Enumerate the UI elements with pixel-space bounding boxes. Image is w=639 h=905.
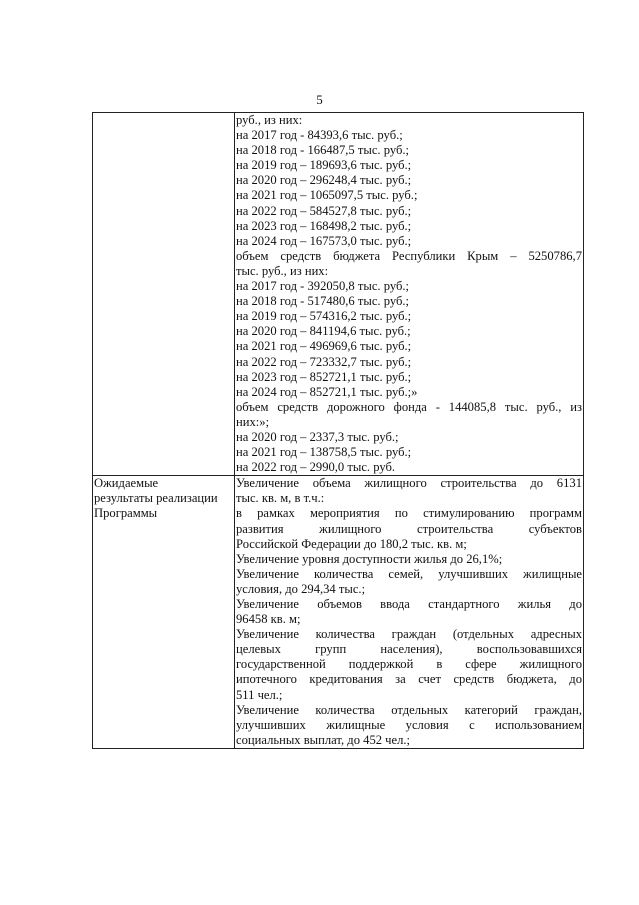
funding-line: на 2020 год – 296248,4 тыс. руб.; (236, 173, 412, 188)
funding-line: на 2024 год – 852721,1 тыс. руб.;» (236, 384, 418, 399)
funding-line: на 2022 год – 723332,7 тыс. руб.; (236, 354, 412, 369)
funding-text (236, 113, 582, 475)
funding-line: на 2020 год – 2337,3 тыс. руб.; (236, 429, 399, 444)
funding-line: на 2019 год – 189693,6 тыс. руб.; (236, 158, 412, 173)
results-content-cell (235, 476, 584, 749)
funding-content-cell (235, 113, 584, 476)
results-line: тыс. кв. м, в т.ч.: (236, 491, 325, 506)
funding-line: на 2017 год - 84393,6 тыс. руб.; (236, 128, 403, 143)
results-line: улучшивших жилищные условия с использованием (236, 717, 582, 732)
funding-line: на 2020 год – 841194,6 тыс. руб.; (236, 324, 411, 339)
funding-line: на 2018 год - 166487,5 тыс. руб.; (236, 143, 410, 158)
funding-line: на 2019 год – 574316,2 тыс. руб.; (236, 309, 412, 324)
funding-line: на 2023 год – 852721,1 тыс. руб.; (236, 369, 412, 384)
results-label (94, 476, 233, 521)
funding-line: тыс. руб., из них: (236, 263, 329, 278)
results-row (93, 476, 584, 749)
results-line: 511 чел.; (236, 687, 283, 702)
results-text (236, 476, 582, 748)
results-line: Увеличение объемов ввода стандартного жилья до (236, 597, 582, 611)
results-line: ипотечного кредитования за счет средств бюджета, до (236, 672, 582, 687)
results-line: государственной поддержкой в сфере жилищного (236, 657, 582, 672)
funding-line: на 2022 год – 584527,8 тыс. руб.; (236, 203, 412, 218)
funding-line: на 2017 год - 392050,8 тыс. руб.; (236, 279, 410, 294)
funding-line: объем средств дорожного фонда - 144085,8 тыс. руб., из (236, 399, 582, 414)
results-line: социальных выплат, до 452 чел.; (236, 732, 411, 747)
results-label-cell (93, 476, 235, 749)
funding-line: объем средств бюджета Республики Крым – 5250786,7 (236, 248, 582, 263)
results-line: Увеличение количества отдельных категорий граждан, (236, 702, 582, 717)
results-label-line: результаты реализации (94, 491, 218, 506)
funding-line: на 2021 год – 138758,5 тыс. руб.; (236, 445, 412, 460)
results-line: целевых групп населения), воспользовавшихся (236, 642, 582, 657)
results-line: Увеличение уровня доступности жилья до 26,1%; (236, 551, 503, 566)
results-line: Российской Федерации до 180,2 тыс. кв. м; (236, 536, 467, 551)
funding-line: на 2023 год – 168498,2 тыс. руб.; (236, 218, 412, 233)
funding-line: на 2024 год – 167573,0 тыс. руб.; (236, 233, 412, 248)
results-line: Увеличение количества семей, улучшивших жилищные (236, 566, 582, 581)
results-line: Увеличение объема жилищного строительства до 6131 (236, 476, 582, 491)
program-passport-table (92, 112, 584, 749)
results-line: развития жилищного строительства субъектов (236, 521, 582, 536)
results-line: в рамках мероприятия по стимулированию программ (236, 506, 582, 521)
funding-row (93, 113, 584, 476)
funding-line: на 2022 год – 2990,0 тыс. руб. (236, 460, 396, 475)
funding-line: на 2018 год - 517480,6 тыс. руб.; (236, 294, 410, 309)
results-line: Увеличение количества граждан (отдельных адресных (236, 627, 582, 642)
funding-line: руб., из них: (236, 113, 303, 127)
results-line: 96458 кв. м; (236, 612, 301, 627)
results-label-line: Ожидаемые (94, 476, 159, 491)
funding-label-cell (93, 113, 235, 476)
funding-line: них:»; (236, 414, 270, 429)
funding-line: на 2021 год – 496969,6 тыс. руб.; (236, 339, 412, 354)
results-label-line: Программы (94, 506, 158, 521)
page-number: 5 (316, 92, 323, 107)
results-line: условия, до 294,34 тыс.; (236, 581, 366, 596)
funding-line: на 2021 год – 1065097,5 тыс. руб.; (236, 188, 418, 203)
